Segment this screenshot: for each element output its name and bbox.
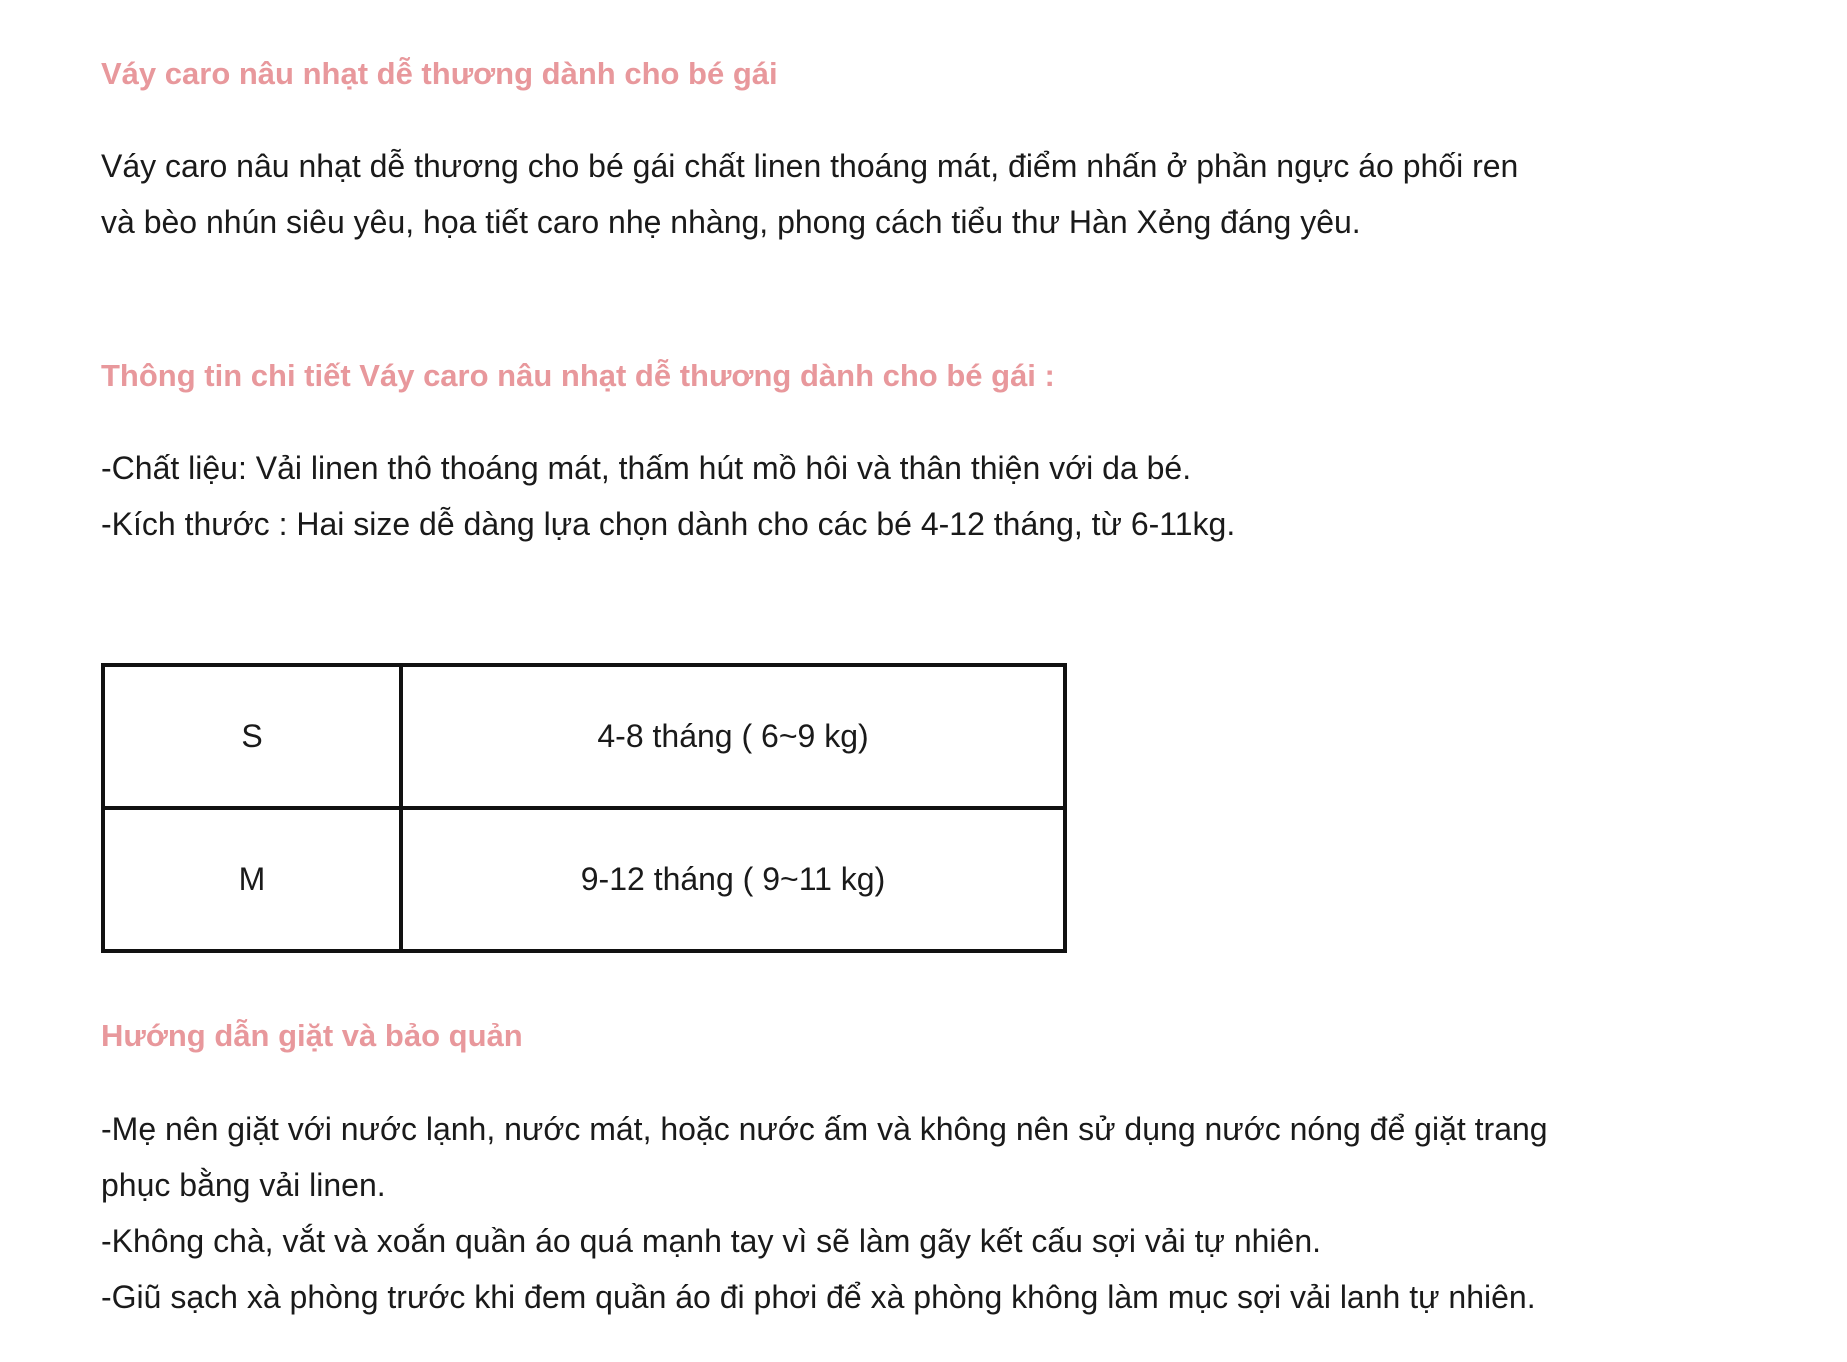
intro-line-1: Váy caro nâu nhạt dễ thương cho bé gái chất linen thoáng mát, điểm nhấn ở phần ngực áo phối ren [101,148,1519,184]
material-line: -Chất liệu: Vải linen thô thoáng mát, thấm hút mồ hôi và thân thiện với da bé. [101,450,1192,486]
size-cell: S [103,665,401,808]
size-table [101,663,1067,953]
size-line: -Kích thước : Hai size dễ dàng lựa chọn dành cho các bé 4-12 tháng, từ 6-11kg. [101,506,1236,542]
intro-line-2: và bèo nhún siêu yêu, họa tiết caro nhẹ nhàng, phong cách tiểu thư Hàn Xẻng đáng yêu. [101,204,1361,240]
product-intro [101,138,1761,250]
table-row [103,665,1065,808]
details-heading: Thông tin chi tiết Váy caro nâu nhạt dễ thương dành cho bé gái : [101,358,1055,393]
size-description-cell: 9-12 tháng ( 9~11 kg) [401,808,1065,951]
size-cell: M [103,808,401,951]
care-line-2: phục bằng vải linen. [101,1167,386,1203]
care-line-1: -Mẹ nên giặt với nước lạnh, nước mát, hoặc nước ấm và không nên sử dụng nước nóng để giặt trang [101,1111,1548,1147]
care-instructions [101,1101,1761,1325]
table-row [103,808,1065,951]
product-title-heading: Váy caro nâu nhạt dễ thương dành cho bé gái [101,56,778,91]
details-list [101,440,1761,552]
size-description-cell: 4-8 tháng ( 6~9 kg) [401,665,1065,808]
care-line-3: -Không chà, vắt và xoắn quần áo quá mạnh tay vì sẽ làm gãy kết cấu sợi vải tự nhiên. [101,1223,1321,1259]
care-heading: Hướng dẫn giặt và bảo quản [101,1018,523,1053]
care-line-4: -Giũ sạch xà phòng trước khi đem quần áo đi phơi để xà phòng không làm mục sợi vải lanh tự nhiên. [101,1279,1536,1315]
